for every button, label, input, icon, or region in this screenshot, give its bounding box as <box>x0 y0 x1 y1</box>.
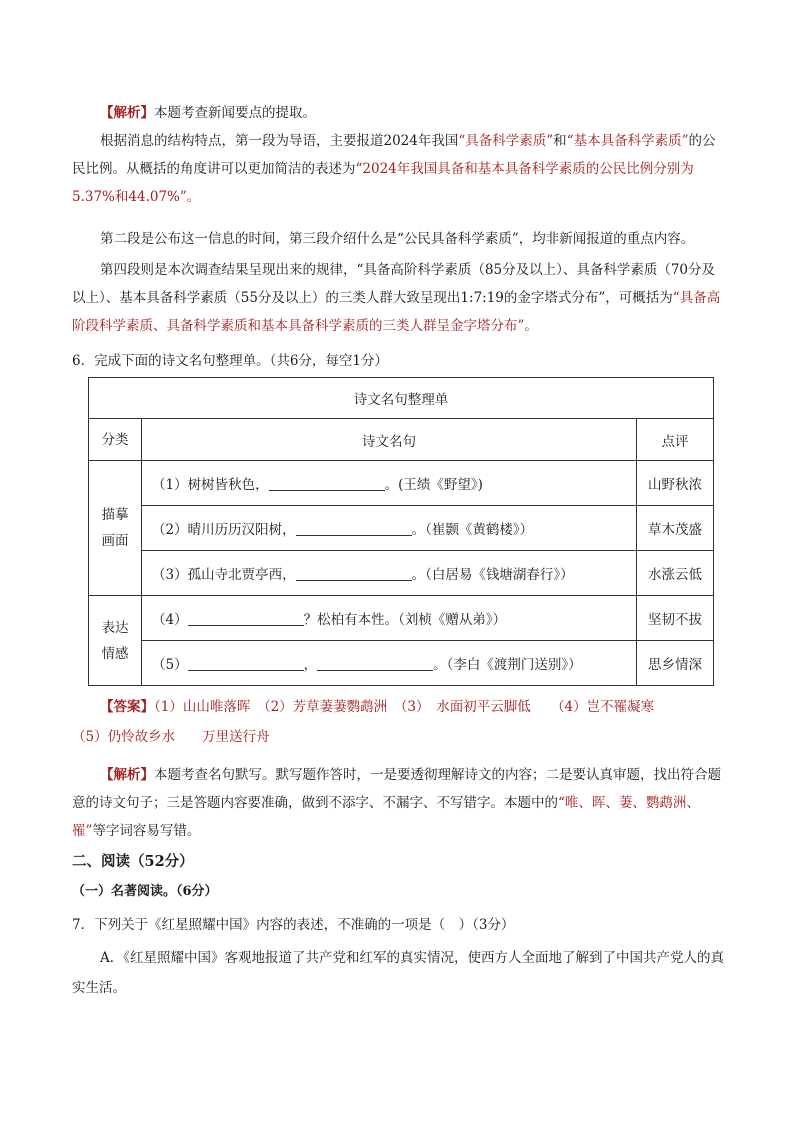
analysis-q6: 【解析】本题考查名句默写。默写题作答时，一是要透彻理解诗文的内容；二是要认真审题，找出符合题意的诗文句子；三是答题内容要准确，做到不添字、不漏字、不写错字。本题中的“唯、晖、萋、鹦鹉洲、罹”等字词容易写错。 <box>72 767 721 839</box>
section-2-title: 二、阅读（52分） <box>72 853 194 870</box>
header-category: 分类 <box>89 419 142 461</box>
table-row: （4） ？松柏有本性。（刘桢《赠从弟》） <box>142 596 637 641</box>
analysis-paragraph-3: 第四段则是本次调查结果呈现出来的规律，“具备高阶科学素质（85分及以上）、具备科学素质（70分及以上）、基本具备科学素质（55分及以上）的三类人群大致呈现出1:7:19的金字塔式分布”，可概括为“具备高阶段科学素质、具备科学素质和基本具备科学素质的三类人群呈金字塔分布”。 <box>72 262 721 334</box>
category-express-emotion: 表达 情感 <box>89 596 142 686</box>
question-7-option-a: A．《红星照耀中国》客观地报道了共产党和红军的真实情况，使西方人全面地了解到了中国共产党人的真实生活。 <box>72 950 724 996</box>
comment-cell: 山野秋浓 <box>637 461 714 506</box>
quote-basic-science-literacy: “基本具备科学素质” <box>566 133 689 149</box>
analysis-paragraph-2: 第二段是公布这一信息的时间，第三段介绍什么是“公民具备科学素质”，均非新闻报道的重点内容。 <box>100 231 695 247</box>
table-row: （2）晴川历历汉阳树， 。（崔颢《黄鹤楼》） <box>142 506 637 551</box>
answer-tag: 【答案】 <box>100 699 154 715</box>
comment-cell: 坚韧不拔 <box>637 596 714 641</box>
table-row: （1）树树皆秋色， 。(王绩《野望》) <box>142 461 637 506</box>
blank-input[interactable] <box>296 521 412 536</box>
subsection-title: （一）名著阅读。（6分） <box>72 884 218 899</box>
comment-cell: 思乡情深 <box>637 641 714 686</box>
table-title: 诗文名句整理单 <box>89 378 714 419</box>
analysis-paragraph-1: 根据消息的结构特点，第一段为导语，主要报道2024年我国“具备科学素质”和“基本具备科学素质”的公民比例。从概括的角度讲可以更加简洁的表述为“2024年我国具备和基本具备科学素质的公民比例分别为5.37%和44.07%”。 <box>72 133 716 205</box>
analysis-tag: 【解析】 <box>100 767 154 783</box>
comment-cell: 草木茂盛 <box>637 506 714 551</box>
blank-input[interactable] <box>269 476 385 491</box>
table-row: （3）孤山寺北贾亭西， 。（白居易《钱塘湖春行》） <box>142 551 637 596</box>
summary-highlight: “2024年我国具备和基本具备科学素质的公民比例分别为5.37%和44.07%”。 <box>72 161 694 205</box>
blank-input[interactable] <box>188 611 304 626</box>
blank-input[interactable] <box>317 656 433 671</box>
blank-input[interactable] <box>296 566 412 581</box>
table-row: （5） ， 。（李白《渡荆门送别》） <box>142 641 637 686</box>
error-prone-chars: “唯、晖、萋、鹦鹉洲、罹” <box>72 795 700 839</box>
header-quote: 诗文名句 <box>142 419 637 461</box>
category-depict-scene: 描摹 画面 <box>89 461 142 596</box>
analysis-intro-text: 本题考查新闻要点的提取。 <box>154 105 316 121</box>
poem-table <box>88 377 714 686</box>
blank-input[interactable] <box>188 656 304 671</box>
answer-line-2: （5）仍怜故乡水 万里送行舟 <box>72 729 270 745</box>
question-6-stem: 6．完成下面的诗文名句整理单。（共6分，每空1分） <box>72 353 389 369</box>
header-comment: 点评 <box>637 419 714 461</box>
comment-cell: 水涨云低 <box>637 551 714 596</box>
analysis-intro <box>72 99 724 127</box>
analysis-tag: 【解析】 <box>100 105 154 121</box>
answer-line-1: 【答案】（1）山山唯落晖 （2）芳草萋萋鹦鹉洲 （3） 水面初平云脚低 （4）岂不罹凝寒 <box>100 699 655 715</box>
question-7-stem: 7．下列关于《红星照耀中国》内容的表述，不准确的一项是（ ）（3分） <box>72 917 515 933</box>
summary-highlight-2: “具备高阶段科学素质、具备科学素质和基本具备科学素质的三类人群呈金字塔分布”。 <box>72 290 721 334</box>
quote-science-literacy: “具备科学素质” <box>458 133 554 149</box>
